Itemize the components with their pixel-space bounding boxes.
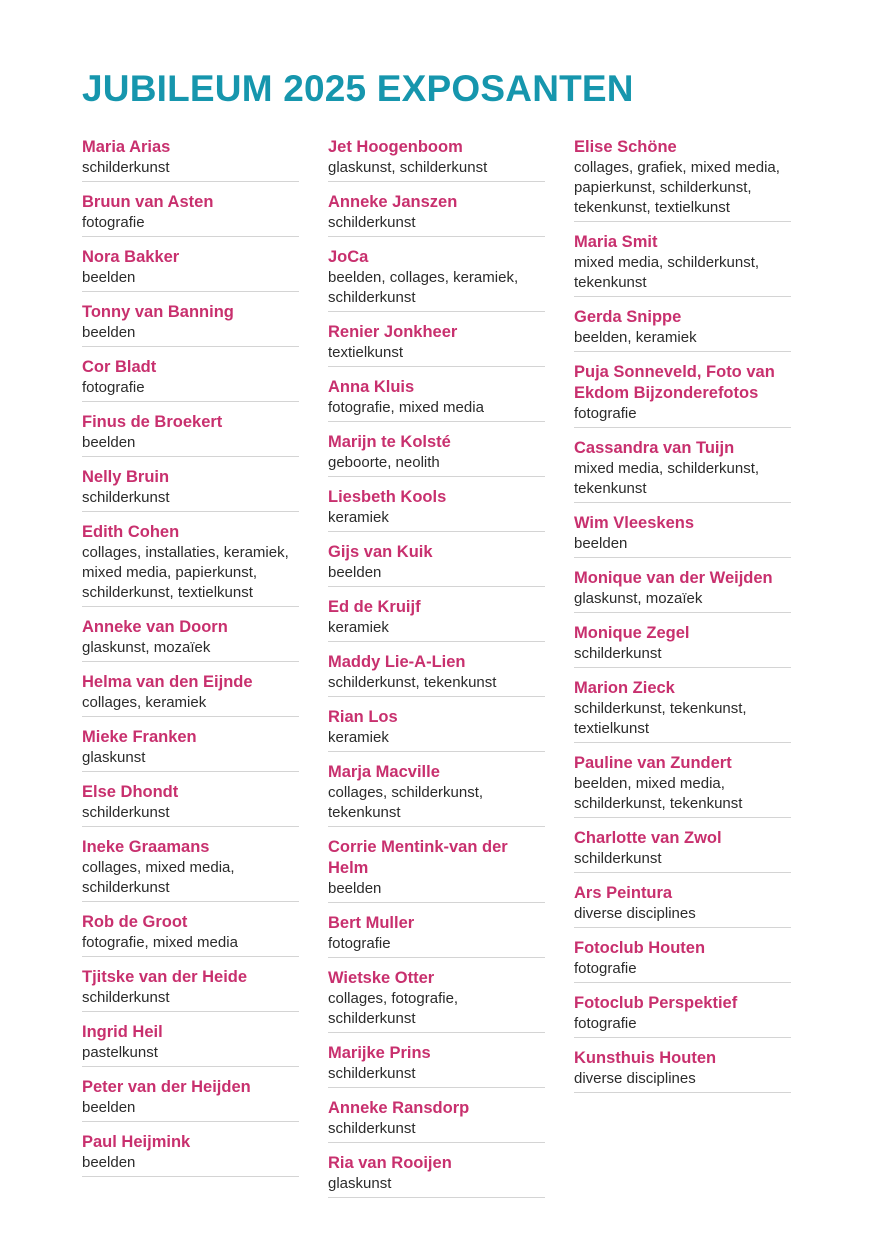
- exhibitor-disciplines: beelden: [328, 564, 382, 581]
- exhibitor-disciplines: beelden: [82, 324, 136, 341]
- exhibitor-name: Peter van der Heijden: [82, 1078, 251, 1096]
- exhibitor-entry: [328, 375, 545, 422]
- exhibitor-disciplines: fotografie: [574, 1015, 637, 1032]
- exhibitor-entry: [574, 305, 791, 352]
- exhibitor-name: Ed de Kruijf: [328, 598, 421, 616]
- exhibitor-disciplines: diverse disciplines: [574, 905, 696, 922]
- exhibitor-entry: [82, 615, 299, 662]
- exhibitor-name: Jet Hoogenboom: [328, 138, 463, 156]
- exhibitor-name: Anna Kluis: [328, 378, 415, 396]
- exhibitor-name: Anneke Janszen: [328, 193, 458, 211]
- exhibitor-name: JoCa: [328, 248, 369, 266]
- exhibitor-entry: [82, 135, 299, 182]
- exhibitor-entry: [82, 780, 299, 827]
- exhibitor-name: Liesbeth Kools: [328, 488, 447, 506]
- exhibitor-entry: [82, 465, 299, 512]
- exhibitor-entry: [574, 826, 791, 873]
- exhibitor-disciplines: beelden: [82, 269, 136, 286]
- exhibitor-entry: [82, 245, 299, 292]
- exhibitor-name: Edith Cohen: [82, 523, 180, 541]
- exhibitor-disciplines: collages, installaties, keramiek, mixed media, papierkunst, schilderkunst, textielkunst: [82, 544, 289, 601]
- exhibitor-name: Nora Bakker: [82, 248, 180, 266]
- exhibitor-name: Elise Schöne: [574, 138, 677, 156]
- exhibitor-name: Paul Heijmink: [82, 1133, 191, 1151]
- exhibitor-entry: [82, 520, 299, 607]
- exhibitor-disciplines: schilderkunst: [82, 159, 170, 176]
- exhibitor-disciplines: schilderkunst, tekenkunst: [328, 674, 497, 691]
- exhibitor-entry: [574, 511, 791, 558]
- exhibitor-disciplines: geboorte, neolith: [328, 454, 440, 471]
- exhibitor-column-2: [328, 135, 545, 1206]
- exhibitor-entry: [82, 190, 299, 237]
- exhibitor-disciplines: beelden, keramiek: [574, 329, 697, 346]
- exhibitor-entry: [82, 910, 299, 957]
- exhibitor-entry: [574, 566, 791, 613]
- exhibitor-disciplines: schilderkunst, tekenkunst, textielkunst: [574, 700, 747, 737]
- exhibitor-disciplines: beelden: [328, 880, 382, 897]
- exhibitor-name: Tjitske van der Heide: [82, 968, 248, 986]
- exhibitor-name: Bert Muller: [328, 914, 415, 932]
- exhibitor-name: Nelly Bruin: [82, 468, 170, 486]
- exhibitor-disciplines: fotografie: [82, 379, 145, 396]
- exhibitor-name: Rian Los: [328, 708, 398, 726]
- exhibitor-entry: [82, 1130, 299, 1177]
- exhibitor-entry: [574, 360, 791, 428]
- exhibitor-entry: [328, 1151, 545, 1198]
- exhibitor-name: Charlotte van Zwol: [574, 829, 722, 847]
- exhibitor-name: Mieke Franken: [82, 728, 197, 746]
- exhibitor-entry: [574, 676, 791, 743]
- exhibitor-name: Marijke Prins: [328, 1044, 431, 1062]
- exhibitor-entry: [328, 540, 545, 587]
- exhibitor-disciplines: beelden, mixed media, schilderkunst, tekenkunst: [574, 775, 743, 812]
- exhibitor-name: Rob de Groot: [82, 913, 188, 931]
- exhibitor-disciplines: beelden: [574, 535, 628, 552]
- exhibitor-name: Kunsthuis Houten: [574, 1049, 717, 1067]
- exhibitor-name: Ingrid Heil: [82, 1023, 163, 1041]
- exhibitor-entry: [82, 965, 299, 1012]
- exhibitor-name: Marion Zieck: [574, 679, 675, 697]
- exhibitor-entry: [574, 991, 791, 1038]
- exhibitor-entry: [82, 670, 299, 717]
- exhibitor-entry: [328, 430, 545, 477]
- exhibitor-disciplines: schilderkunst: [574, 645, 662, 662]
- exhibitor-entry: [574, 881, 791, 928]
- page-title: JUBILEUM 2025 EXPOSANTEN: [82, 68, 634, 109]
- exhibitor-name: Maddy Lie-A-Lien: [328, 653, 466, 671]
- exhibitor-entry: [82, 355, 299, 402]
- exhibitor-disciplines: fotografie, mixed media: [82, 934, 238, 951]
- exhibitor-name: Maria Smit: [574, 233, 658, 251]
- exhibitor-disciplines: beelden: [82, 1099, 136, 1116]
- exhibitor-name: Monique van der Weijden: [574, 569, 773, 587]
- exhibitor-disciplines: fotografie: [82, 214, 145, 231]
- exhibitor-column-3: [574, 135, 791, 1101]
- exhibitor-disciplines: fotografie: [574, 960, 637, 977]
- exhibitor-entry: [328, 760, 545, 827]
- exhibitor-disciplines: schilderkunst: [328, 1120, 416, 1137]
- exhibitor-entry: [328, 485, 545, 532]
- exhibitor-disciplines: collages, grafiek, mixed media, papierkunst, schilderkunst, tekenkunst, textielkunst: [574, 159, 780, 216]
- exhibitor-entry: [82, 725, 299, 772]
- exhibitor-disciplines: schilderkunst: [82, 989, 170, 1006]
- exhibitor-disciplines: textielkunst: [328, 344, 404, 361]
- exhibitor-column-1: [82, 135, 299, 1185]
- exhibitor-name: Anneke Ransdorp: [328, 1099, 470, 1117]
- exhibitor-disciplines: collages, mixed media, schilderkunst: [82, 859, 235, 896]
- exhibitor-name: Tonny van Banning: [82, 303, 234, 321]
- exhibitor-disciplines: pastelkunst: [82, 1044, 158, 1061]
- exhibitor-disciplines: schilderkunst: [82, 804, 170, 821]
- exhibitor-disciplines: glaskunst: [328, 1175, 392, 1192]
- exhibitor-disciplines: beelden: [82, 434, 136, 451]
- exhibitor-name: Monique Zegel: [574, 624, 690, 642]
- exhibitor-entry: [328, 650, 545, 697]
- exhibitor-entry: [574, 135, 791, 222]
- exhibitor-disciplines: fotografie: [328, 935, 391, 952]
- exhibitor-name: Cassandra van Tuijn: [574, 439, 735, 457]
- exhibitor-entry: [574, 751, 791, 818]
- exhibitor-entry: [328, 595, 545, 642]
- exhibitor-name: Marja Macville: [328, 763, 440, 781]
- exhibitor-disciplines: schilderkunst: [82, 489, 170, 506]
- exhibitor-entry: [82, 1075, 299, 1122]
- exhibitor-disciplines: keramiek: [328, 729, 389, 746]
- exhibitor-name: Gerda Snippe: [574, 308, 682, 326]
- exhibitor-disciplines: glaskunst: [82, 749, 146, 766]
- exhibitor-disciplines: schilderkunst: [574, 850, 662, 867]
- exhibitor-entry: [82, 1020, 299, 1067]
- exhibitor-name: Anneke van Doorn: [82, 618, 228, 636]
- exhibitor-name: Gijs van Kuik: [328, 543, 433, 561]
- exhibitor-disciplines: fotografie, mixed media: [328, 399, 484, 416]
- exhibitor-entry: [574, 436, 791, 503]
- exhibitor-disciplines: beelden, collages, keramiek, schilderkunst: [328, 269, 519, 306]
- exhibitor-name: Wim Vleeskens: [574, 514, 694, 532]
- exhibitor-disciplines: collages, fotografie, schilderkunst: [328, 990, 459, 1027]
- exhibitor-entry: [328, 1041, 545, 1088]
- exhibitor-entry: [328, 1096, 545, 1143]
- exhibitor-name: Finus de Broekert: [82, 413, 223, 431]
- exhibitor-name: Corrie Mentink-van der Helm: [328, 838, 508, 877]
- exhibitor-name: Fotoclub Houten: [574, 939, 706, 957]
- exhibitor-entry: [82, 835, 299, 902]
- exhibitor-disciplines: collages, schilderkunst, tekenkunst: [328, 784, 484, 821]
- exhibitor-entry: [82, 300, 299, 347]
- exhibitor-disciplines: keramiek: [328, 619, 389, 636]
- exhibitor-disciplines: mixed media, schilderkunst, tekenkunst: [574, 254, 760, 291]
- exhibitor-name: Ineke Graamans: [82, 838, 210, 856]
- exhibitor-name: Cor Bladt: [82, 358, 157, 376]
- exhibitor-entry: [574, 621, 791, 668]
- exhibitor-name: Pauline van Zundert: [574, 754, 732, 772]
- exhibitor-disciplines: keramiek: [328, 509, 389, 526]
- exhibitor-name: Maria Arias: [82, 138, 171, 156]
- exhibitor-entry: [328, 911, 545, 958]
- exhibitor-disciplines: diverse disciplines: [574, 1070, 696, 1087]
- exhibitor-name: Renier Jonkheer: [328, 323, 458, 341]
- exhibitor-entry: [328, 966, 545, 1033]
- exhibitor-disciplines: beelden: [82, 1154, 136, 1171]
- exhibitor-entry: [574, 936, 791, 983]
- exhibitor-entry: [328, 835, 545, 903]
- exhibitor-disciplines: fotografie: [574, 405, 637, 422]
- exhibitor-entry: [328, 245, 545, 312]
- exhibitor-name: Else Dhondt: [82, 783, 179, 801]
- exhibitor-entry: [328, 705, 545, 752]
- exhibitor-name: Puja Sonneveld, Foto van Ekdom Bijzonderefotos: [574, 363, 775, 402]
- exhibitor-disciplines: glaskunst, mozaïek: [82, 639, 211, 656]
- exhibitor-disciplines: schilderkunst: [328, 214, 416, 231]
- exhibitor-disciplines: glaskunst, schilderkunst: [328, 159, 488, 176]
- exhibitor-disciplines: glaskunst, mozaïek: [574, 590, 703, 607]
- exhibitor-disciplines: collages, keramiek: [82, 694, 207, 711]
- exhibitor-entry: [82, 410, 299, 457]
- exhibitor-entry: [328, 190, 545, 237]
- exhibitor-name: Ars Peintura: [574, 884, 673, 902]
- exhibitor-name: Marijn te Kolsté: [328, 433, 451, 451]
- exhibitor-name: Bruun van Asten: [82, 193, 214, 211]
- exhibitor-entry: [328, 320, 545, 367]
- exhibitor-entry: [574, 230, 791, 297]
- exhibitor-name: Fotoclub Perspektief: [574, 994, 738, 1012]
- exhibitor-disciplines: schilderkunst: [328, 1065, 416, 1082]
- exhibitor-name: Ria van Rooijen: [328, 1154, 452, 1172]
- exhibitor-entry: [574, 1046, 791, 1093]
- exhibitor-entry: [328, 135, 545, 182]
- exhibitor-name: Helma van den Eijnde: [82, 673, 253, 691]
- exhibitor-disciplines: mixed media, schilderkunst, tekenkunst: [574, 460, 760, 497]
- exhibitor-name: Wietske Otter: [328, 969, 435, 987]
